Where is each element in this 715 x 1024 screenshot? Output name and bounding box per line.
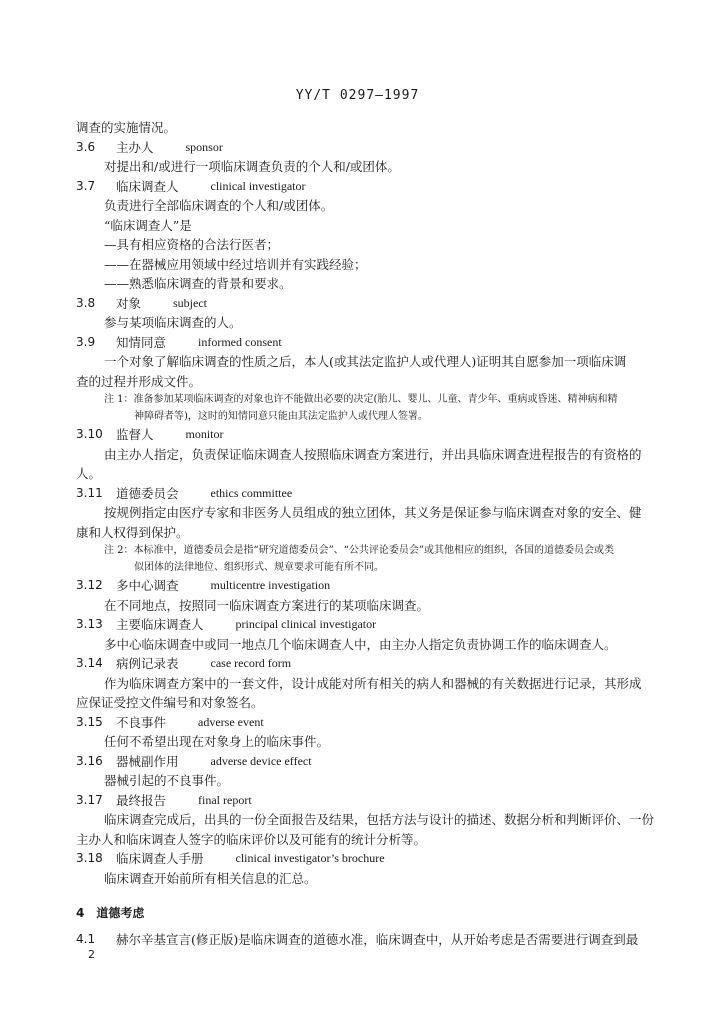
term-body-cont: 康和人权得到保护。: [76, 524, 189, 540]
term-heading-3-17: [76, 791, 646, 811]
term-number: 3.15: [76, 714, 103, 729]
clause-4-1: [76, 930, 646, 950]
term-sub-line: ——在器械应用领域中经过培训并有实践经验；: [104, 256, 367, 272]
term-sub-line: —具有相应资格的合法行医者；: [104, 237, 280, 252]
term-zh: 病例记录表: [116, 656, 179, 671]
term-body-cont: 查的过程并形成文件。: [76, 373, 202, 389]
term-zh: 主要临床调查人: [116, 617, 204, 632]
term-en: multicentre investigation: [210, 578, 331, 592]
term-zh: 知情同意: [116, 334, 167, 350]
term-body: 参与某项临床调查的人。: [104, 315, 242, 330]
term-number: 3.18: [76, 851, 103, 865]
term-body: 对提出和/或进行一项临床调查负责的个人和/或团体。: [104, 159, 400, 174]
term-heading-3-12: [76, 576, 646, 596]
term-number: 3.8: [76, 295, 96, 310]
term-body: 多中心临床调查中或同一地点几个临床调查人中，由主办人指定负责协调工作的临床调查人。: [104, 636, 617, 652]
term-body-cont: 人。: [76, 466, 102, 481]
term-body: 器械引起的不良事件。: [104, 773, 230, 788]
term-en: clinical investigator: [210, 178, 306, 193]
note-1: 注 1：准备参加某项临床调查的对象也许不能做出必要的决定(胎儿、婴儿、儿童、青少年、重病或昏迷、精神病和精: [104, 394, 618, 405]
term-body: 由主办人指定，负责保证临床调查人按照临床调查方案进行，并出具临床调查进程报告的有资格的: [104, 446, 642, 462]
term-number: 3.11: [76, 485, 103, 500]
term-body: 在不同地点，按照同一临床调查方案进行的某项临床调查。: [104, 597, 430, 613]
term-number: 3.9: [76, 334, 96, 349]
term-heading-3-15: [76, 713, 646, 733]
term-zh: 最终报告: [116, 792, 167, 808]
term-zh: 器械副作用: [116, 753, 179, 769]
term-en: adverse event: [198, 714, 264, 729]
term-body-cont: 应保证受控文件编号和对象签名。: [76, 695, 264, 710]
term-en: sponsor: [185, 139, 223, 154]
term-heading-3-8: [76, 294, 646, 314]
section-title: 道德考虑: [96, 906, 145, 920]
term-zh: 多中心调查: [116, 578, 179, 593]
term-zh: 对象: [116, 295, 142, 311]
term-en: monitor: [185, 427, 224, 441]
term-number: 3.13: [76, 617, 103, 631]
note-2-cont: 似团体的法律地位、组织形式、规章要求可能有所不同。: [134, 562, 384, 573]
term-number: 3.6: [76, 139, 96, 154]
term-body-cont: 主办人和临床调查人签字的临床评价以及可能有的统计分析等。: [76, 831, 427, 847]
note-1-cont: 神障碍者等)，这时的知情同意只能由其法定监护人或代理人签署。: [134, 411, 428, 422]
term-en: final report: [198, 792, 252, 807]
note-2: 注 2：本标准中，道德委员会是指“研究道德委员会”、“公共评论委员会”或其他相应的组织，各国的道德委员会或类: [104, 545, 614, 556]
term-body: 一个对象了解临床调查的性质之后，本人(或其法定监护人或代理人)证明其自愿参加一项临床调: [104, 354, 627, 369]
term-body: 按规例指定由医疗专家和非医务人员组成的独立团体，其义务是保证参与临床调查对象的安全、健: [104, 505, 642, 520]
term-number: 3.10: [76, 427, 103, 441]
clause-body: 赫尔辛基宣言(修正版)是临床调查的道德水准，临床调查中，从开始考虑是否需要进行调查到最: [116, 931, 639, 947]
term-sub-line: ——熟悉临床调查的背景和要求。: [104, 276, 292, 291]
term-heading-3-13: [76, 615, 646, 635]
term-en: principal clinical investigator: [235, 617, 377, 631]
term-heading-3-11: [76, 484, 646, 504]
term-zh: 道德委员会: [116, 485, 179, 501]
term-number: 3.14: [76, 656, 103, 670]
term-en: informed consent: [198, 334, 282, 349]
section-heading-4: [76, 904, 646, 924]
document-body: [76, 118, 655, 949]
term-en: clinical investigator’s brochure: [235, 851, 385, 865]
standard-header: YY/T 0297—1997: [295, 88, 420, 103]
term-en: case record form: [210, 656, 292, 670]
term-body: 作为临床调查方案中的一套文件，设计成能对所有相关的病人和器械的有关数据进行记录，其形成: [104, 675, 642, 691]
spacer: [76, 888, 646, 894]
term-number: 3.16: [76, 753, 103, 768]
term-body: 临床调查完成后，出具的一份全面报告及结果，包括方法与设计的描述、数据分析和判断评价、一份: [104, 812, 655, 827]
intro-line: 调查的实施情况。: [76, 120, 177, 135]
term-zh: 临床调查人: [116, 178, 179, 194]
term-number: 3.7: [76, 178, 96, 193]
term-heading-3-14: [76, 654, 646, 674]
term-body: 临床调查开始前所有相关信息的汇总。: [104, 870, 317, 886]
term-number: 3.12: [76, 578, 103, 592]
term-zh: 不良事件: [116, 714, 167, 730]
term-heading-3-7: [76, 177, 646, 197]
term-heading-3-16: [76, 752, 646, 772]
term-sub-line: “临床调查人”是: [104, 217, 192, 233]
term-heading-3-18: [76, 849, 646, 869]
page-number: 2: [88, 948, 95, 961]
term-en: subject: [173, 295, 208, 310]
term-heading-3-9: [76, 333, 646, 353]
term-zh: 临床调查人手册: [116, 851, 204, 866]
term-heading-3-6: [76, 138, 646, 158]
term-zh: 主办人: [116, 139, 154, 155]
term-en: adverse device effect: [210, 753, 312, 768]
term-en: ethics committee: [210, 485, 293, 500]
clause-number: 4.1: [76, 931, 96, 946]
term-zh: 监督人: [116, 427, 154, 442]
term-number: 3.17: [76, 792, 103, 807]
term-heading-3-10: [76, 425, 646, 445]
term-body: 任何不希望出现在对象身上的临床事件。: [104, 734, 330, 749]
term-body: 负责进行全部临床调查的个人和/或团体。: [104, 198, 334, 213]
section-number: 4: [76, 906, 85, 920]
